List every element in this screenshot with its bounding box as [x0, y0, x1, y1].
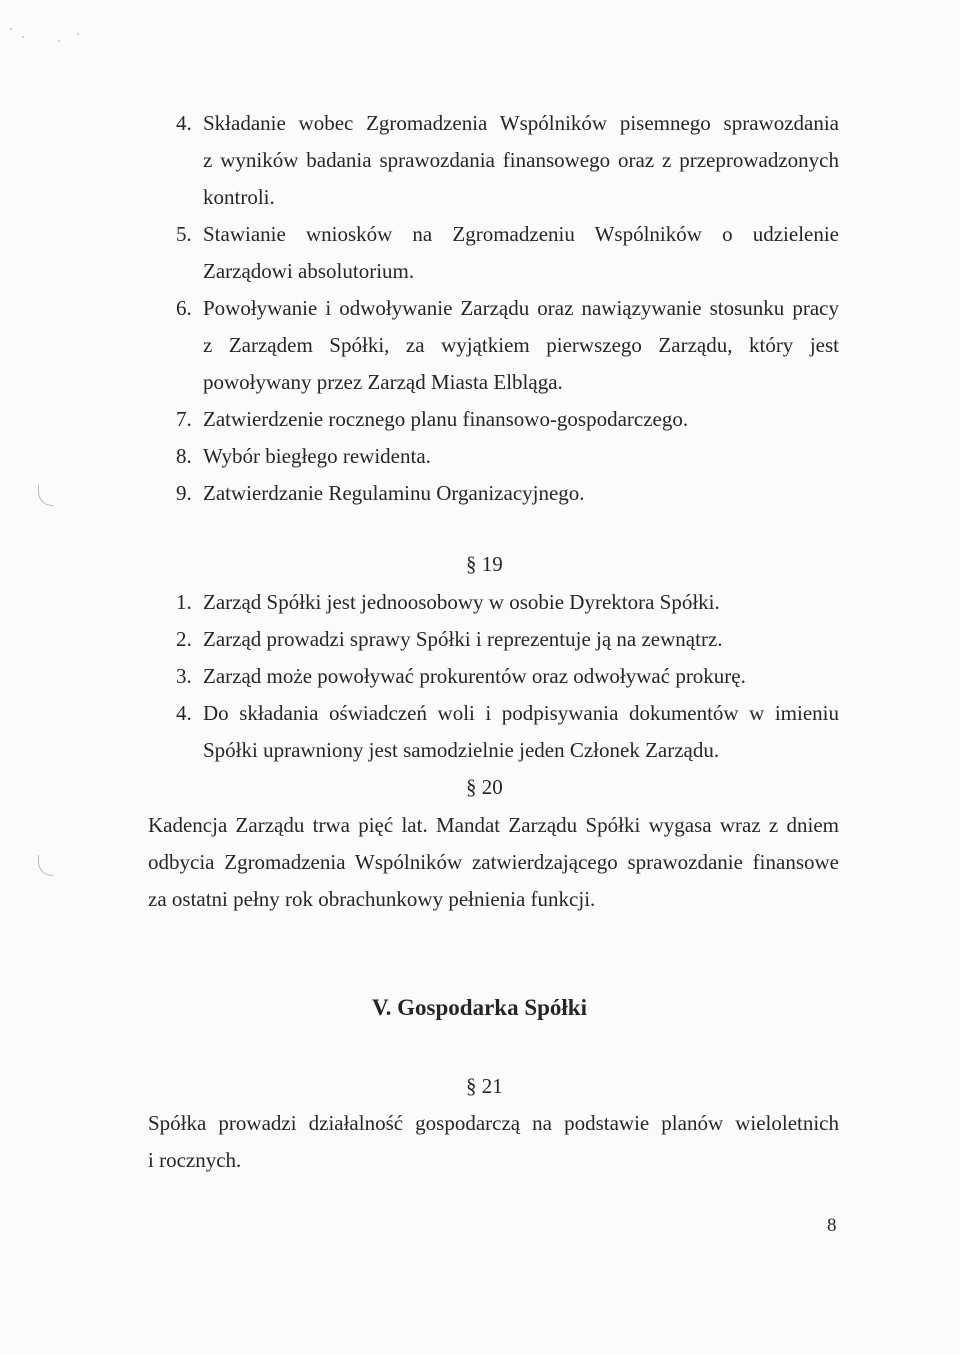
list-item-text-line: [203, 221, 839, 247]
list-item-text-line: [203, 295, 839, 321]
list-item-text-line: Zarządowi absolutorium.: [203, 259, 415, 283]
scan-speck: [58, 40, 60, 42]
list-item-text-line: [203, 332, 839, 358]
list-number: 5.: [176, 222, 192, 246]
punch-hole-mark: [38, 485, 53, 506]
page-number: 8: [827, 1215, 837, 1236]
list-item-text-line: Zarząd może powoływać prokurentów oraz odwoływać prokurę.: [203, 664, 746, 688]
list-item-text-line: kontroli.: [203, 185, 275, 209]
punch-hole-mark: [38, 855, 53, 876]
scan-speck: [22, 36, 24, 38]
scan-speck: [77, 33, 79, 35]
section-heading: § 20: [466, 775, 503, 799]
list-item-text-line: Spółki uprawniony jest samodzielnie jeden Członek Zarządu.: [203, 738, 720, 762]
list-item-text-line: powoływany przez Zarząd Miasta Elbląga.: [203, 370, 563, 394]
list-item-text-line: [203, 700, 839, 726]
text-line: odbycia Zgromadzenia Wspólników zatwierdzającego sprawozdanie finansowe: [148, 850, 839, 874]
section-heading: § 21: [466, 1074, 503, 1098]
text-line: Powoływanie i odwoływanie Zarządu oraz nawiązywanie stosunku pracy: [203, 296, 839, 320]
paragraph-line: i rocznych.: [148, 1148, 242, 1172]
list-number: 8.: [176, 444, 192, 468]
paragraph-line: [148, 849, 839, 875]
list-item-text-line: Zatwierdzenie rocznego planu finansowo-gospodarczego.: [203, 407, 689, 431]
text-line: z wyników badania sprawozdania finansowego oraz z przeprowadzonych: [203, 148, 839, 172]
text-line: z Zarządem Spółki, za wyjątkiem pierwszego Zarządu, który jest: [203, 333, 839, 357]
list-number: 4.: [176, 111, 192, 135]
paragraph-line: [148, 812, 839, 838]
list-item-text-line: Zatwierdzanie Regulaminu Organizacyjnego.: [203, 481, 585, 505]
list-item-text-line: [203, 147, 839, 173]
paragraph-line: za ostatni pełny rok obrachunkowy pełnienia funkcji.: [148, 887, 596, 911]
list-number: 2.: [176, 627, 192, 651]
list-number: 7.: [176, 407, 192, 431]
section-heading: § 19: [466, 552, 503, 576]
scan-speck: [10, 28, 12, 30]
paragraph-line: [148, 1110, 839, 1136]
text-line: Do składania oświadczeń woli i podpisywania dokumentów w imieniu: [203, 701, 839, 725]
chapter-heading: V. Gospodarka Spółki: [372, 995, 587, 1020]
list-number: 9.: [176, 481, 192, 505]
text-line: Spółka prowadzi działalność gospodarczą na podstawie planów wieloletnich: [148, 1111, 839, 1135]
list-number: 1.: [176, 590, 192, 614]
list-number: 4.: [176, 701, 192, 725]
list-item-text-line: [203, 110, 839, 136]
text-line: Kadencja Zarządu trwa pięć lat. Mandat Zarządu Spółki wygasa wraz z dniem: [148, 813, 839, 837]
text-line: Składanie wobec Zgromadzenia Wspólników pisemnego sprawozdania: [203, 111, 839, 135]
list-number: 6.: [176, 296, 192, 320]
list-item-text-line: Wybór biegłego rewidenta.: [203, 444, 431, 468]
list-item-text-line: Zarząd Spółki jest jednoosobowy w osobie Dyrektora Spółki.: [203, 590, 720, 614]
list-number: 3.: [176, 664, 192, 688]
text-line: Stawianie wniosków na Zgromadzeniu Wspólników o udzielenie: [203, 222, 839, 246]
list-item-text-line: Zarząd prowadzi sprawy Spółki i reprezentuje ją na zewnątrz.: [203, 627, 723, 651]
